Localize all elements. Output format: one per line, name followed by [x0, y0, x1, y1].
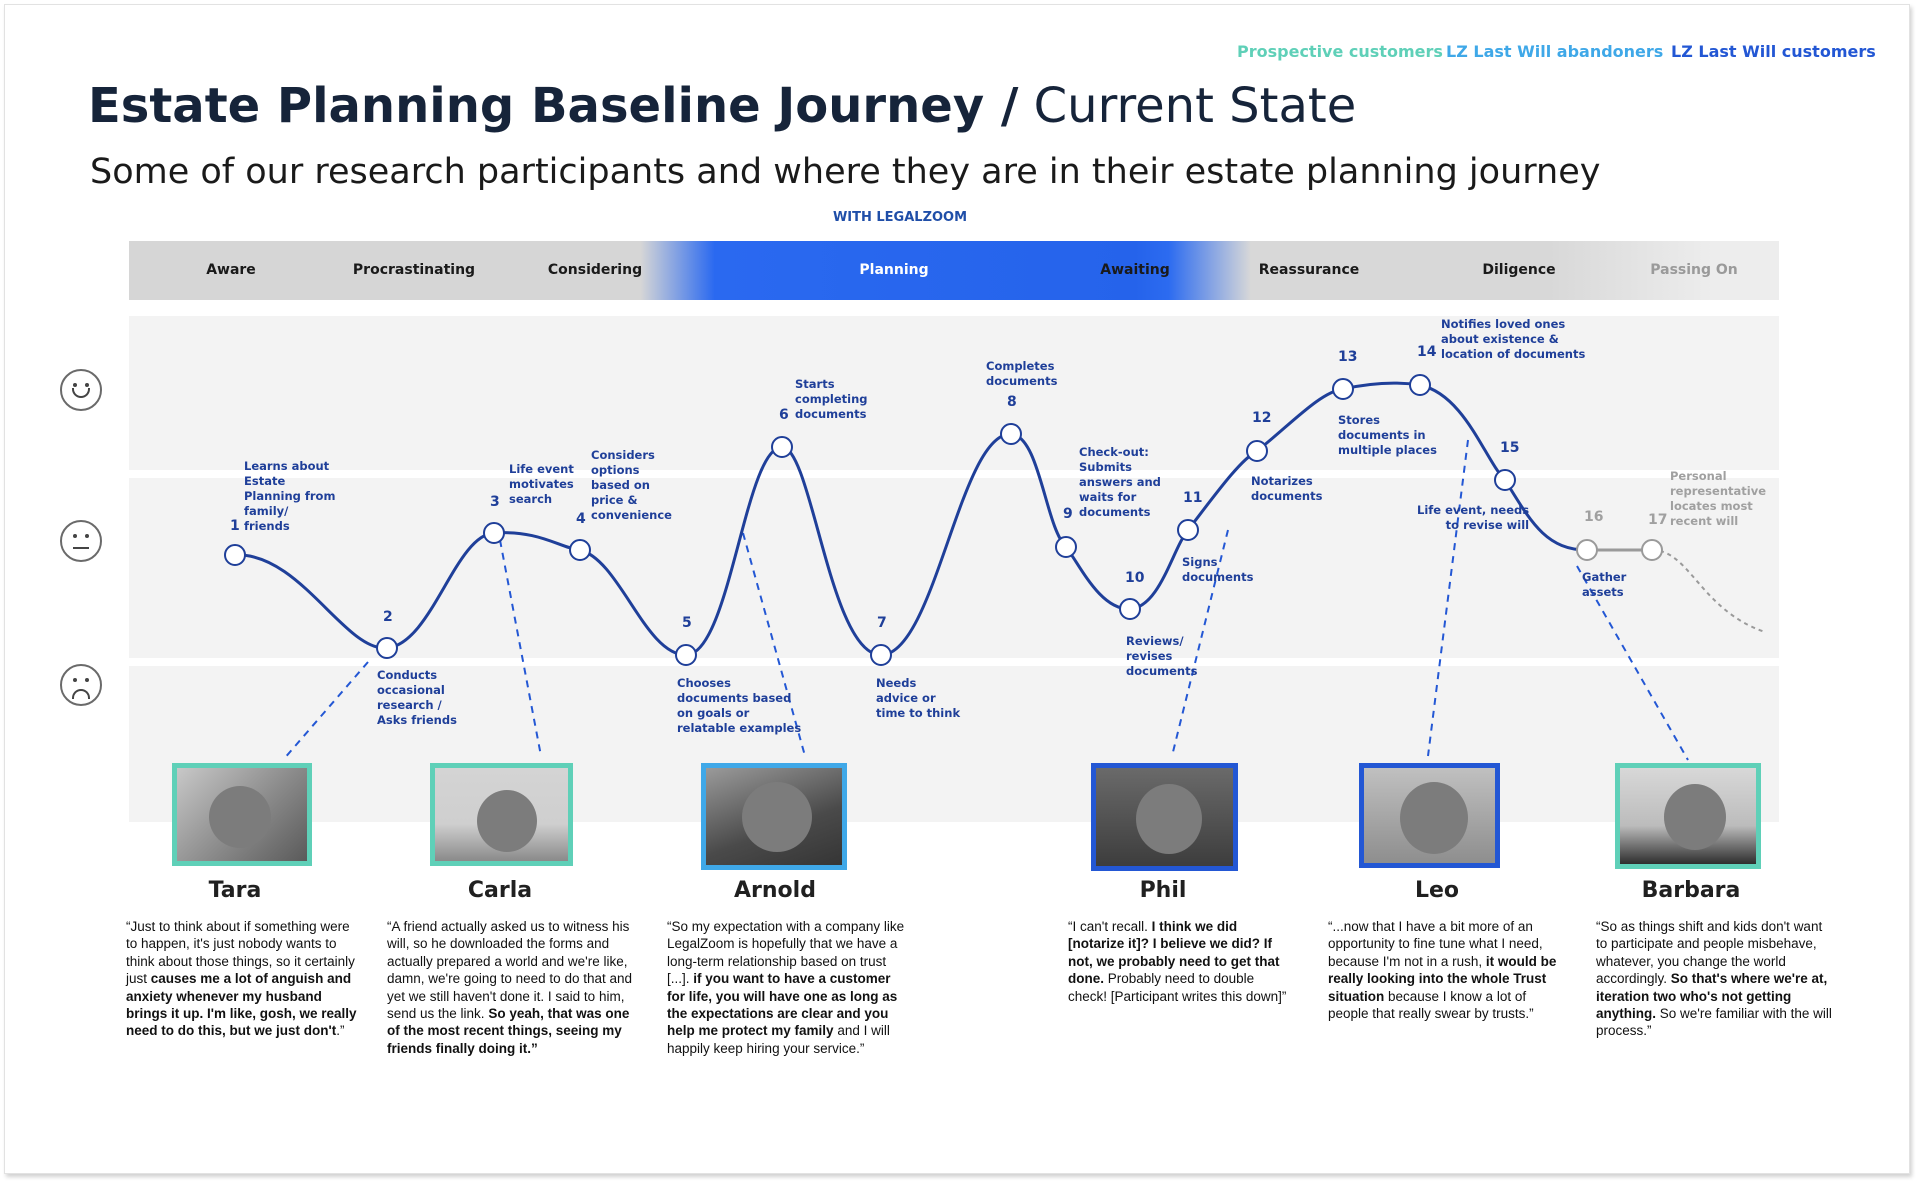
step-number: 3 [490, 494, 500, 510]
step-node-1 [225, 545, 245, 565]
stage-reassurance: Reassurance [1258, 262, 1360, 278]
step-node-10 [1120, 599, 1140, 619]
step-node-15 [1495, 470, 1515, 490]
step-description: Life event motivates search [509, 462, 574, 506]
participant-quote-arnold: “So my expectation with a company like LegalZoom is hopefully that we have a long-term relationship based on trust [...]. if you want to have a customer for life, you will have one as long as the expectations are clear and you help me protect my family and I will happily keep hiring your service.” [667, 919, 905, 1056]
page-title-bold: Estate Planning Baseline Journey / [88, 78, 1019, 134]
participant-photo-leo [1359, 763, 1500, 868]
step-description: Learns about Estate Planning from family/ friends [244, 459, 336, 533]
step-description: Reviews/ revises documents [1126, 634, 1198, 678]
participant-photo-barbara [1615, 763, 1761, 869]
step-node-2 [377, 638, 397, 658]
step-number: 14 [1417, 344, 1437, 360]
stage-planning: Planning [859, 262, 929, 278]
legend-last-will-customers: LZ Last Will customers [1671, 42, 1876, 61]
step-description: Personal representative locates most recent will [1670, 469, 1766, 528]
participant-quote-tara: “Just to think about if something were to happen, it's just nobody wants to think about those things, so it certainly just causes me a lot of anguish and anxiety whenever my husband brings it up. I'm like, gosh, we really need to do this, but we just don't.” [126, 919, 357, 1039]
step-node-4 [570, 540, 590, 560]
connector-carla [500, 540, 541, 756]
step-description: Completes documents [986, 359, 1058, 388]
step-node-9 [1056, 537, 1076, 557]
step-description: Considers options based on price & convenience [591, 448, 672, 522]
step-node-13 [1333, 379, 1353, 399]
step-node-17 [1642, 540, 1662, 560]
participant-quote-carla: “A friend actually asked us to witness his will, so he downloaded the forms and actually prepared a world and we're like, damn, we're going to need to do that and yet we still haven't done it. I said to him, send us the link. So yeah, that was one of the most recent things, seeing my friends finally doing it.” [387, 919, 633, 1056]
step-number: 11 [1183, 490, 1203, 506]
participant-quote-leo: “...now that I have a bit more of an opportunity to fine tune what I need, because I'm not in a rush, it would be really looking into the whole Trust situation because I know a lot of people that really swear by trusts.” [1328, 919, 1557, 1022]
step-node-16 [1577, 540, 1597, 560]
stage-passing-on: Passing On [1650, 262, 1738, 278]
step-description: Signs documents [1182, 555, 1254, 584]
step-number: 16 [1584, 509, 1604, 525]
step-description: Conducts occasional research / Asks friends [377, 668, 457, 727]
connector-leo [1428, 440, 1468, 756]
step-number: 4 [576, 511, 586, 527]
step-description: Notifies loved ones about existence & location of documents [1441, 317, 1586, 361]
step-node-8 [1001, 424, 1021, 444]
stage-procrastinating: Procrastinating [352, 262, 476, 278]
step-number: 17 [1648, 512, 1668, 528]
step-description: Starts completing documents [795, 377, 868, 421]
connector-lines [283, 440, 1688, 760]
step-number: 13 [1338, 349, 1358, 365]
step-nodes [225, 375, 1515, 665]
step-number: 5 [682, 615, 692, 631]
step-number: 15 [1500, 440, 1520, 456]
step-description: Gather assets [1582, 570, 1627, 599]
page-title-light: Current State [1033, 78, 1357, 134]
participant-photo-arnold [701, 763, 847, 870]
participant-photo-carla [430, 763, 573, 866]
legend-last-will-abandoners: LZ Last Will abandoners [1446, 42, 1664, 61]
with-legalzoom-label: WITH LEGALZOOM [832, 210, 968, 225]
legend-prospective-customers: Prospective customers [1237, 42, 1443, 61]
step-node-11 [1178, 520, 1198, 540]
step-node-3 [484, 523, 504, 543]
step-description: Needs advice or time to think [876, 676, 961, 720]
participant-name-arnold: Arnold [734, 878, 816, 903]
participant-name-barbara: Barbara [1641, 878, 1741, 903]
step-number: 7 [877, 615, 887, 631]
participant-name-leo: Leo [1414, 878, 1460, 903]
step-node-14 [1410, 375, 1430, 395]
participant-photo-phil [1091, 763, 1238, 871]
participant-name-phil: Phil [1139, 878, 1187, 903]
step-number: 9 [1063, 506, 1073, 522]
step-node-12 [1247, 441, 1267, 461]
participant-name-carla: Carla [467, 878, 533, 903]
connector-tara [283, 662, 368, 760]
step-number: 2 [383, 609, 393, 625]
step-description: Chooses documents based on goals or relatable examples [677, 676, 802, 735]
stage-diligence: Diligence [1482, 262, 1556, 278]
step-node-5 [676, 645, 696, 665]
participant-quote-phil: “I can't recall. I think we did [notarize it]? I believe we did? If not, we probably need to get that done. Probably need to double check! [Participant writes this down]” [1068, 919, 1287, 1004]
stage-considering: Considering [547, 262, 643, 278]
step-number: 10 [1125, 570, 1145, 586]
stage-aware: Aware [206, 262, 256, 278]
step-number: 1 [230, 518, 240, 534]
participant-photo-tara [172, 763, 312, 866]
step-description: Check-out: Submits answers and waits for documents [1079, 445, 1161, 519]
participant-name-tara: Tara [208, 878, 262, 903]
step-description: Life event, needs to revise will [1417, 503, 1530, 532]
step-number: 6 [779, 407, 789, 423]
step-number: 8 [1007, 394, 1017, 410]
step-node-7 [871, 645, 891, 665]
step-description: Stores documents in multiple places [1338, 413, 1437, 457]
page-subtitle: Some of our research participants and where they are in their estate planning journey [90, 152, 1601, 192]
stage-awaiting: Awaiting [1100, 262, 1170, 278]
journey-curve-future [1652, 550, 1765, 632]
step-node-6 [772, 437, 792, 457]
participant-quote-barbara: “So as things shift and kids don't want to participate and people misbehave, whatever, you change the world accordingly. So that's where we're at, iteration two who's not getting anything. So we're familiar with the will process.” [1596, 919, 1832, 1039]
step-description: Notarizes documents [1251, 474, 1323, 503]
step-number: 12 [1252, 410, 1272, 426]
